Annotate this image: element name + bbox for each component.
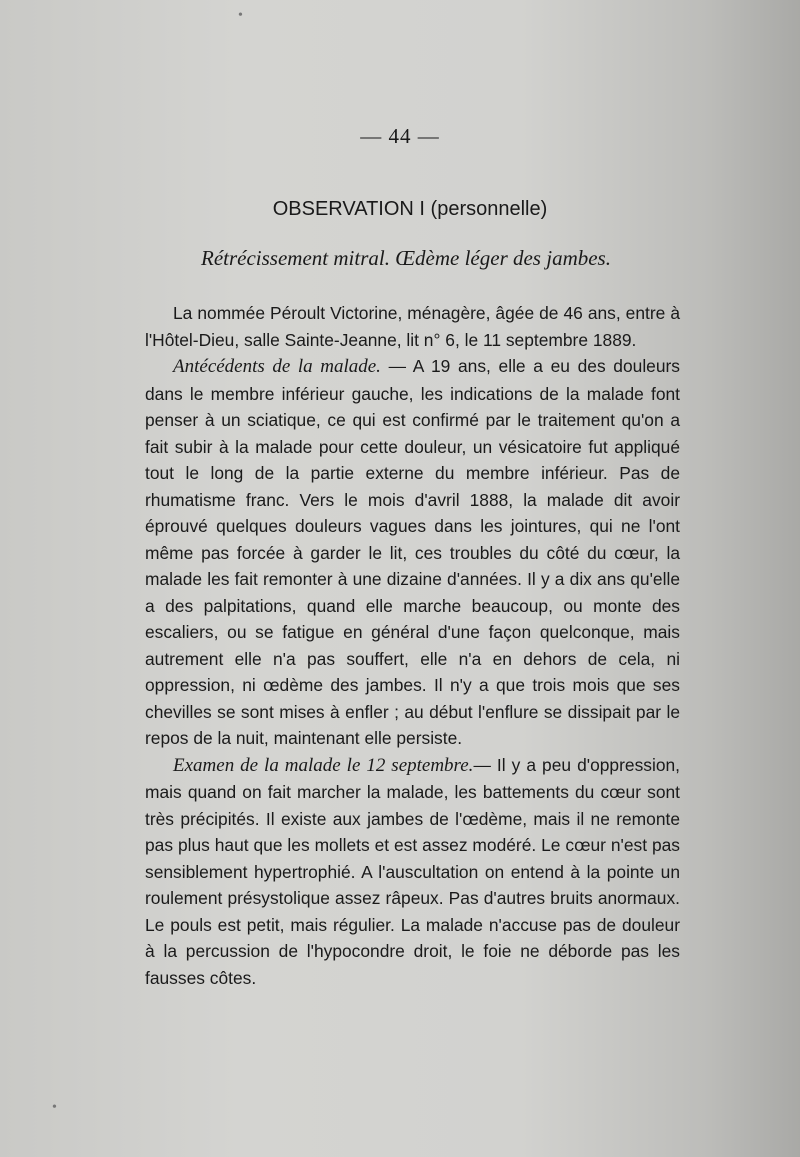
- paragraph-antecedents: [145, 353, 680, 752]
- paragraph-text: — Il y a peu d'oppression, mais quand on fait marcher la malade, les battements du cœur sont très précipités. Il existe aux jambes de l'œdème, mais il ne remonte pas plus haut que les mollets et est assez modéré. Le cœur n'est pas sensiblement hypertrophié. A l'auscultation on entend à la pointe un roulement présystolique assez râpeux. Pas d'autres bruits anormaux. Le pouls est petit, mais régulier. La malade n'accuse pas de douleur à la percussion de l'hypocondre droit, le foie ne déborde pas les fausses côtes.: [145, 754, 681, 988]
- paragraph-lead: Antécédents de la malade.: [173, 356, 381, 377]
- scan-speck: •: [238, 8, 243, 23]
- paragraph-text: La nommée Péroult Victorine, ménagère, âgée de 46 ans, entre à l'Hôtel-Dieu, salle Sainte-Jeanne, lit n° 6, le 11 septembre 1889.: [145, 303, 680, 350]
- scan-speck: •: [52, 1100, 57, 1115]
- observation-body: [145, 300, 680, 991]
- paragraph-text: — A 19 ans, elle a eu des douleurs dans le membre inférieur gauche, les indications de la malade font penser à un sciatique, ce qui est confirmé par le traitement qu'on a fait subir à la malade pour cette douleur, un vésicatoire fut appliqué tout le long de la partie externe du membre inférieur. Pas de rhumatisme franc. Vers le mois d'avril 1888, la malade dit avoir éprouvé quelques douleurs vagues dans les jointures, qui ne l'ont même pas forcée à garder le lit, ces troubles du côté du cœur, la malade les fait remonter à une dizaine d'années. Il y a dix ans qu'elle a des palpitations, quand elle marche beaucoup, ou monte des escaliers, ou se fatigue en général d'une façon quelconque, mais autrement elle n'a pas souffert, elle n'a en dehors de cela, ni oppression, ni œdème des jambes. Il n'y a que trois mois que ses chevilles se sont mises à enfler ; au début l'enflure se dissipait par le repos de la nuit, maintenant elle persiste.: [145, 356, 681, 748]
- paragraph-lead: Examen de la malade le 12 septembre.: [173, 754, 474, 776]
- observation-subheading: Rétrécissement mitral. Œdème léger des jambes.: [201, 246, 611, 270]
- page-number: — 44 —: [360, 124, 440, 148]
- paragraph-examination: [145, 752, 680, 992]
- observation-heading: OBSERVATION I (personnelle): [272, 198, 548, 220]
- paragraph-admission: [145, 300, 680, 353]
